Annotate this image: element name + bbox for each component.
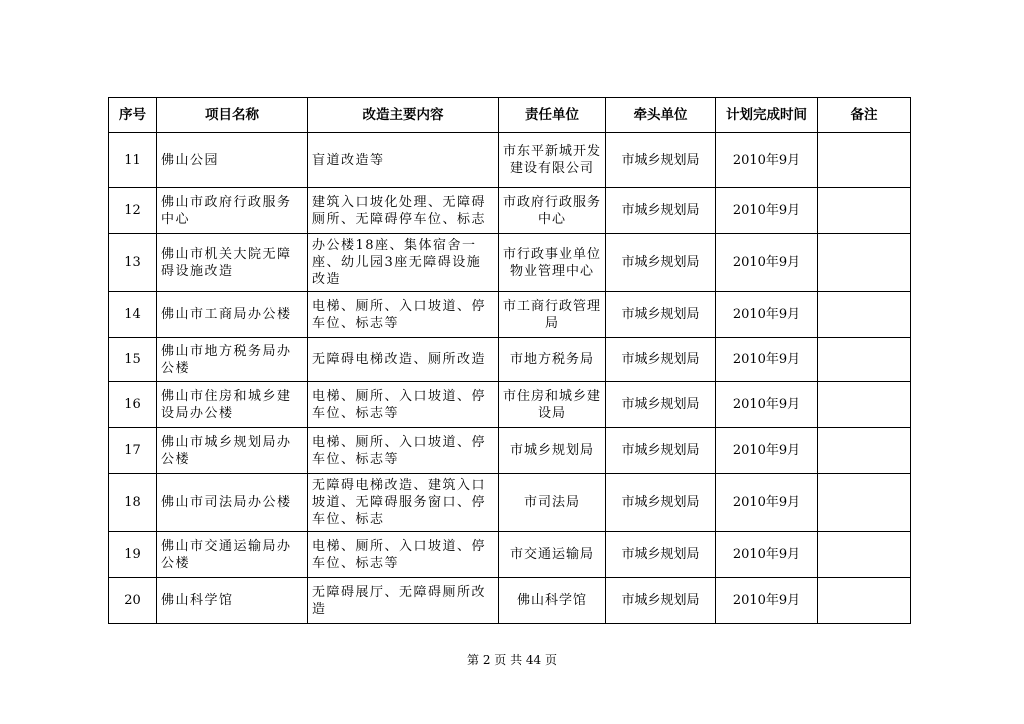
cell-content: 无障碍展厅、无障碍厕所改造	[308, 578, 499, 624]
cell-note	[818, 292, 911, 338]
cell-time: 2010年9月	[716, 188, 818, 234]
cell-lead: 市城乡规划局	[606, 474, 716, 532]
cell-unit: 市住房和城乡建设局	[499, 382, 606, 428]
table-row	[109, 292, 911, 338]
cell-note	[818, 338, 911, 382]
cell-content: 建筑入口坡化处理、无障碍厕所、无障碍停车位、标志	[308, 188, 499, 234]
cell-note	[818, 133, 911, 188]
cell-unit: 市城乡规划局	[499, 428, 606, 474]
cell-lead: 市城乡规划局	[606, 428, 716, 474]
table-row	[109, 532, 911, 578]
cell-content: 无障碍电梯改造、建筑入口坡道、无障碍服务窗口、停车位、标志	[308, 474, 499, 532]
cell-lead: 市城乡规划局	[606, 532, 716, 578]
cell-content: 电梯、厕所、入口坡道、停车位、标志等	[308, 428, 499, 474]
cell-name: 佛山市工商局办公楼	[157, 292, 308, 338]
cell-name: 佛山市住房和城乡建设局办公楼	[157, 382, 308, 428]
cell-name: 佛山科学馆	[157, 578, 308, 624]
table-row	[109, 188, 911, 234]
cell-note	[818, 578, 911, 624]
cell-time: 2010年9月	[716, 532, 818, 578]
cell-unit: 市行政事业单位物业管理中心	[499, 234, 606, 292]
cell-no: 12	[109, 188, 157, 234]
cell-time: 2010年9月	[716, 133, 818, 188]
cell-unit: 市司法局	[499, 474, 606, 532]
cell-no: 11	[109, 133, 157, 188]
cell-time: 2010年9月	[716, 234, 818, 292]
cell-note	[818, 428, 911, 474]
header-name: 项目名称	[157, 98, 308, 133]
table-row	[109, 234, 911, 292]
cell-no: 14	[109, 292, 157, 338]
cell-lead: 市城乡规划局	[606, 133, 716, 188]
cell-no: 15	[109, 338, 157, 382]
table-row	[109, 578, 911, 624]
cell-no: 19	[109, 532, 157, 578]
header-unit: 责任单位	[499, 98, 606, 133]
cell-note	[818, 474, 911, 532]
table-row	[109, 338, 911, 382]
cell-unit: 市地方税务局	[499, 338, 606, 382]
cell-unit: 市交通运输局	[499, 532, 606, 578]
cell-lead: 市城乡规划局	[606, 382, 716, 428]
cell-time: 2010年9月	[716, 382, 818, 428]
cell-note	[818, 188, 911, 234]
cell-unit: 市工商行政管理局	[499, 292, 606, 338]
table-row	[109, 474, 911, 532]
cell-note	[818, 234, 911, 292]
header-lead: 牵头单位	[606, 98, 716, 133]
cell-time: 2010年9月	[716, 338, 818, 382]
cell-note	[818, 532, 911, 578]
table-row	[109, 382, 911, 428]
cell-name: 佛山市机关大院无障碍设施改造	[157, 234, 308, 292]
header-time: 计划完成时间	[716, 98, 818, 133]
table-row	[109, 133, 911, 188]
header-no: 序号	[109, 98, 157, 133]
cell-name: 佛山市城乡规划局办公楼	[157, 428, 308, 474]
cell-content: 电梯、厕所、入口坡道、停车位、标志等	[308, 382, 499, 428]
cell-content: 盲道改造等	[308, 133, 499, 188]
cell-name: 佛山市交通运输局办公楼	[157, 532, 308, 578]
cell-name: 佛山市地方税务局办公楼	[157, 338, 308, 382]
cell-time: 2010年9月	[716, 292, 818, 338]
cell-name: 佛山市司法局办公楼	[157, 474, 308, 532]
cell-no: 18	[109, 474, 157, 532]
cell-content: 办公楼18座、集体宿舍一座、幼儿园3座无障碍设施改造	[308, 234, 499, 292]
cell-content: 电梯、厕所、入口坡道、停车位、标志等	[308, 292, 499, 338]
page-number: 第 2 页 共 44 页	[467, 653, 557, 667]
cell-lead: 市城乡规划局	[606, 578, 716, 624]
table-header-row	[109, 98, 911, 133]
cell-name: 佛山市政府行政服务中心	[157, 188, 308, 234]
cell-time: 2010年9月	[716, 474, 818, 532]
cell-unit: 佛山科学馆	[499, 578, 606, 624]
cell-unit: 市东平新城开发建设有限公司	[499, 133, 606, 188]
cell-no: 17	[109, 428, 157, 474]
cell-unit: 市政府行政服务中心	[499, 188, 606, 234]
cell-lead: 市城乡规划局	[606, 188, 716, 234]
cell-no: 16	[109, 382, 157, 428]
cell-lead: 市城乡规划局	[606, 292, 716, 338]
table-row	[109, 428, 911, 474]
cell-no: 20	[109, 578, 157, 624]
cell-note	[818, 382, 911, 428]
cell-time: 2010年9月	[716, 428, 818, 474]
header-note: 备注	[818, 98, 911, 133]
cell-time: 2010年9月	[716, 578, 818, 624]
cell-lead: 市城乡规划局	[606, 338, 716, 382]
cell-content: 无障碍电梯改造、厕所改造	[308, 338, 499, 382]
cell-no: 13	[109, 234, 157, 292]
cell-lead: 市城乡规划局	[606, 234, 716, 292]
cell-name: 佛山公园	[157, 133, 308, 188]
header-content: 改造主要内容	[308, 98, 499, 133]
project-table	[108, 97, 911, 624]
cell-content: 电梯、厕所、入口坡道、停车位、标志等	[308, 532, 499, 578]
